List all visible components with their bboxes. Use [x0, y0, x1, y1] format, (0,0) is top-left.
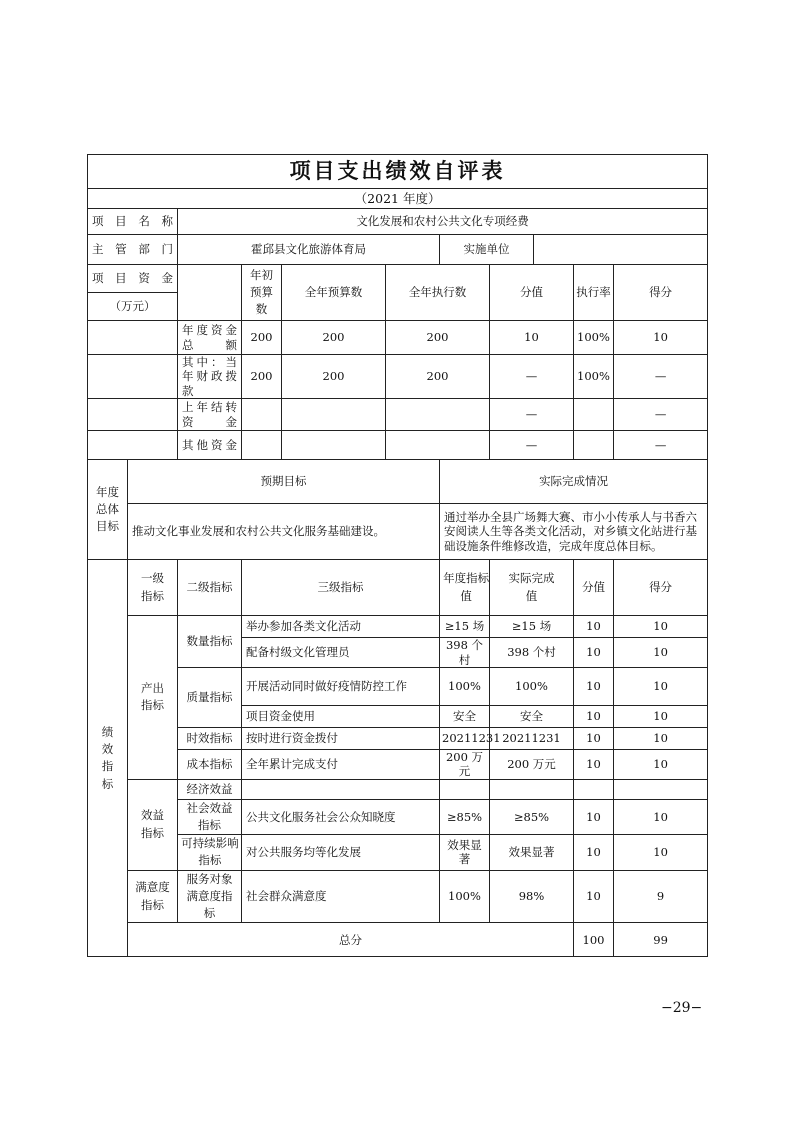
table-subtitle: （2021 年度） — [88, 189, 708, 209]
indicator-actual: ≥85% — [490, 799, 574, 835]
indicator-row — [88, 779, 708, 799]
indicator-actual: 98% — [490, 870, 574, 923]
actual-header: 实际完成值 — [490, 560, 574, 616]
indicator-target: ≥85% — [440, 799, 490, 835]
indicator-score: 10 — [614, 727, 708, 749]
indicator-row — [88, 799, 708, 835]
funds-score: 10 — [614, 321, 708, 355]
funds-row — [88, 399, 708, 431]
indicator-name: 对公共服务均等化发展 — [242, 835, 440, 871]
dept-label: 主管部门 — [88, 235, 178, 265]
funds-row — [88, 355, 708, 399]
funds-exec: 200 — [386, 355, 490, 399]
indicator-name: 社会群众满意度 — [242, 870, 440, 923]
indicator-value: 10 — [574, 638, 614, 668]
performance-evaluation-table — [87, 154, 708, 957]
indicator-value: 10 — [574, 727, 614, 749]
funds-initial: 200 — [242, 321, 282, 355]
indicator-name: 项目资金使用 — [242, 705, 440, 727]
indicator-row — [88, 667, 708, 705]
indicators-label: 绩效指标 — [88, 560, 128, 957]
indicator-actual — [490, 779, 574, 799]
impl-value — [534, 235, 708, 265]
indicator-actual: 100% — [490, 667, 574, 705]
funds-initial — [242, 431, 282, 460]
indicator-target: 效果显著 — [440, 835, 490, 871]
indicator-row — [88, 616, 708, 638]
indicator-row — [88, 727, 708, 749]
indicator-name: 公共文化服务社会公众知晓度 — [242, 799, 440, 835]
funds-rate: 100% — [574, 321, 614, 355]
funds-row — [88, 321, 708, 355]
indicator-score: 10 — [614, 799, 708, 835]
indicator-score: 10 — [614, 835, 708, 871]
funds-annual: 200 — [282, 321, 386, 355]
funds-row-blank — [88, 321, 178, 355]
indicator-target: ≥15 场 — [440, 616, 490, 638]
funds-value: — — [490, 431, 574, 460]
indicator-value — [574, 779, 614, 799]
benefit-label: 效益指标 — [128, 779, 178, 870]
funds-row-label: 其中：当年财政拨款 — [178, 355, 242, 399]
target-header: 年度指标值 — [440, 560, 490, 616]
quality-label: 质量指标 — [178, 667, 242, 727]
timeliness-label: 时效指标 — [178, 727, 242, 749]
indicator-actual: 20211231 — [490, 727, 574, 749]
funds-annual — [282, 399, 386, 431]
funds-value: 10 — [490, 321, 574, 355]
indicator-target: 100% — [440, 667, 490, 705]
indicator-name — [242, 779, 440, 799]
indicator-value: 10 — [574, 799, 614, 835]
indicator-score: 10 — [614, 616, 708, 638]
indicator-target: 200 万元 — [440, 749, 490, 779]
indicator-score: 9 — [614, 870, 708, 923]
level3-header: 三级指标 — [242, 560, 440, 616]
funds-row-label: 年度资金总额 — [178, 321, 242, 355]
indicator-name: 全年累计完成支付 — [242, 749, 440, 779]
indicator-actual: 398 个村 — [490, 638, 574, 668]
indicator-actual: 200 万元 — [490, 749, 574, 779]
indicator-row — [88, 749, 708, 779]
total-value: 100 — [574, 923, 614, 957]
funds-rate: 100% — [574, 355, 614, 399]
indicator-name: 开展活动同时做好疫情防控工作 — [242, 667, 440, 705]
indicator-name: 按时进行资金拨付 — [242, 727, 440, 749]
funds-initial — [242, 399, 282, 431]
indicator-target — [440, 779, 490, 799]
indicator-score: 10 — [614, 638, 708, 668]
goals-label: 年度总体目标 — [88, 460, 128, 560]
annual-budget-header: 全年预算数 — [282, 265, 386, 321]
funds-label-blank — [178, 265, 242, 321]
indicator-name: 配备村级文化管理员 — [242, 638, 440, 668]
actual-completion-header: 实际完成情况 — [440, 460, 708, 504]
score-header: 得分 — [614, 265, 708, 321]
cost-label: 成本指标 — [178, 749, 242, 779]
indicator-target: 20211231 — [440, 727, 490, 749]
exec-rate-header: 执行率 — [574, 265, 614, 321]
indicator-score: 10 — [614, 667, 708, 705]
level2-header: 二级指标 — [178, 560, 242, 616]
indicator-value: 10 — [574, 705, 614, 727]
indicator-target: 398 个村 — [440, 638, 490, 668]
indicator-value: 10 — [574, 835, 614, 871]
economic-label: 经济效益 — [178, 779, 242, 799]
funds-score: — — [614, 431, 708, 460]
indicator-value: 10 — [574, 749, 614, 779]
social-label: 社会效益指标 — [178, 799, 242, 835]
funds-row-blank — [88, 355, 178, 399]
funds-exec — [386, 431, 490, 460]
funds-exec: 200 — [386, 321, 490, 355]
indicator-value: 10 — [574, 616, 614, 638]
total-row — [88, 923, 708, 957]
funds-rate — [574, 399, 614, 431]
indicator-actual: ≥15 场 — [490, 616, 574, 638]
funds-row-label: 上年结转资金 — [178, 399, 242, 431]
funds-score: — — [614, 355, 708, 399]
funds-exec — [386, 399, 490, 431]
indicator-name: 举办参加各类文化活动 — [242, 616, 440, 638]
value-header: 分值 — [574, 560, 614, 616]
satisfaction-label: 满意度指标 — [128, 870, 178, 923]
indicator-value: 10 — [574, 667, 614, 705]
expected-goal-header: 预期目标 — [128, 460, 440, 504]
score-value-header: 分值 — [490, 265, 574, 321]
funds-unit: （万元） — [88, 293, 178, 321]
total-score: 99 — [614, 923, 708, 957]
actual-completion-text: 通过举办全县广场舞大赛、市小小传承人与书香六安阅读人生等各类文化活动，对乡镇文化站进行基础设施条件维修改造，完成年度总体目标。 — [440, 504, 708, 560]
indicator-actual: 效果显著 — [490, 835, 574, 871]
initial-budget-header: 年初预算数 — [242, 265, 282, 321]
indicator-actual: 安全 — [490, 705, 574, 727]
funds-row-label: 其他资金 — [178, 431, 242, 460]
indicator-score — [614, 779, 708, 799]
indicator-row — [88, 870, 708, 923]
funds-row — [88, 431, 708, 460]
sustain-label: 可持续影响指标 — [178, 835, 242, 871]
expected-goal-text: 推动文化事业发展和农村公共文化服务基础建设。 — [128, 504, 440, 560]
indicator-score: 10 — [614, 705, 708, 727]
funds-row-blank — [88, 431, 178, 460]
project-name-value: 文化发展和农村公共文化专项经费 — [178, 209, 708, 235]
total-label: 总分 — [128, 923, 574, 957]
annual-exec-header: 全年执行数 — [386, 265, 490, 321]
funds-row-blank — [88, 399, 178, 431]
funds-annual: 200 — [282, 355, 386, 399]
indicator-value: 10 — [574, 870, 614, 923]
score-header: 得分 — [614, 560, 708, 616]
quantity-label: 数量指标 — [178, 616, 242, 668]
indicator-target: 100% — [440, 870, 490, 923]
funds-initial: 200 — [242, 355, 282, 399]
funds-value: — — [490, 355, 574, 399]
level1-header: 一级指标 — [128, 560, 178, 616]
indicator-score: 10 — [614, 749, 708, 779]
indicator-target: 安全 — [440, 705, 490, 727]
impl-label: 实施单位 — [440, 235, 534, 265]
funds-value: — — [490, 399, 574, 431]
funds-score: — — [614, 399, 708, 431]
funds-rate — [574, 431, 614, 460]
output-label: 产出指标 — [128, 616, 178, 780]
dept-value: 霍邱县文化旅游体育局 — [178, 235, 440, 265]
indicator-row — [88, 835, 708, 871]
satisfaction-sub-label: 服务对象满意度指标 — [178, 870, 242, 923]
funds-label: 项目资金 — [88, 265, 178, 293]
table-title: 项目支出绩效自评表 — [88, 155, 708, 189]
funds-annual — [282, 431, 386, 460]
page-number: −29− — [661, 1000, 703, 1016]
project-name-label: 项目名称 — [88, 209, 178, 235]
